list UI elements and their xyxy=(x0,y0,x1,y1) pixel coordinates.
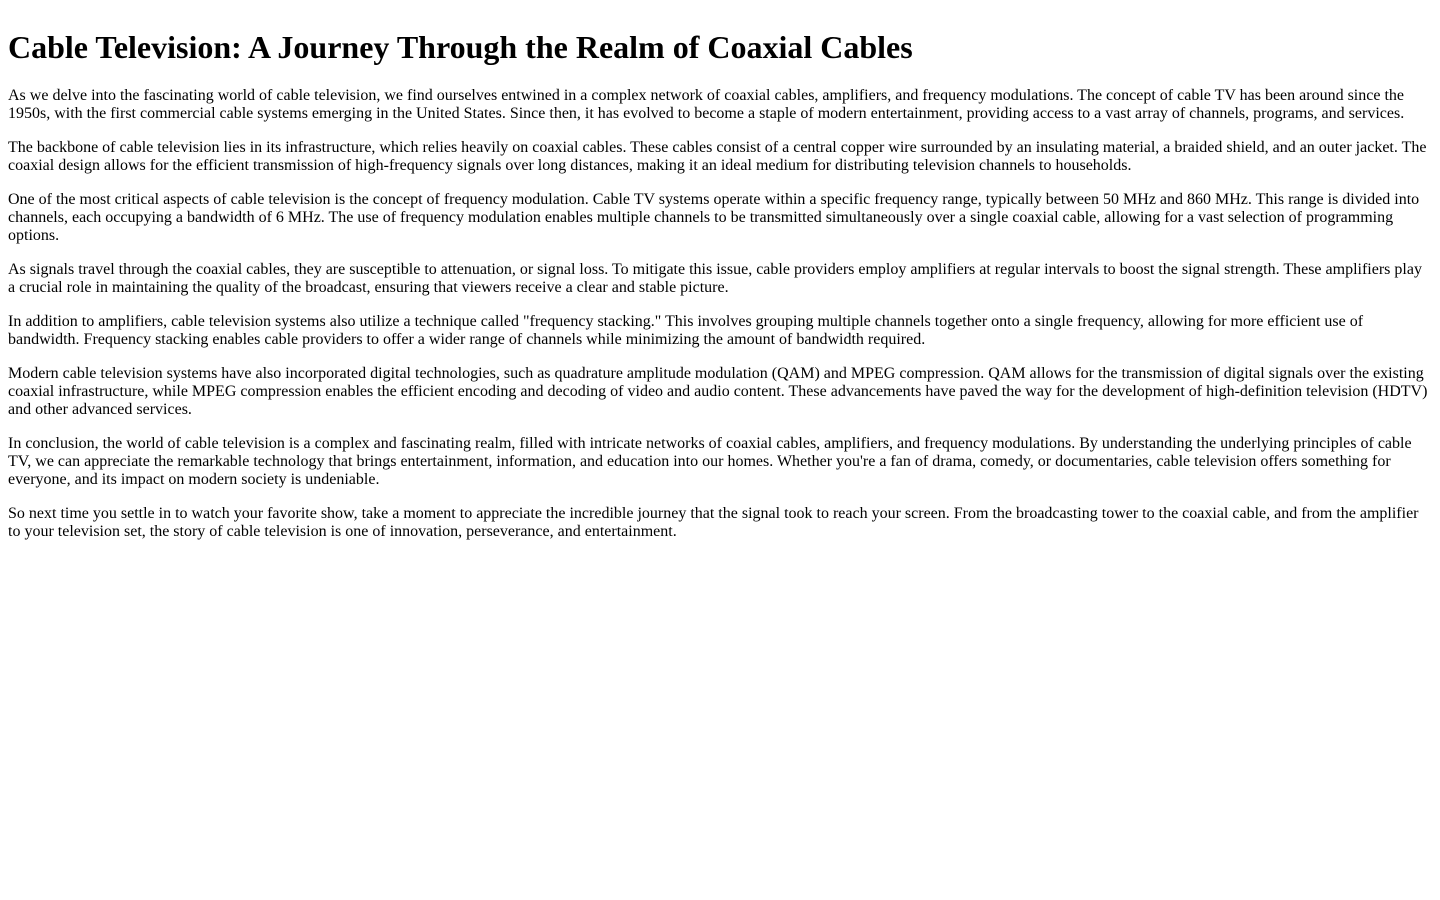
paragraph-digital-technologies: Modern cable television systems have also incorporated digital technologies, such as quadrature amplitude modulation (QAM) and MPEG compression. QAM allows for the transmission of digital signals over the existing coaxial infrastructure, while MPEG compression enables the efficient encoding and decoding of video and audio content. These advancements have paved the way for the development of high-definition television (HDTV) and other advanced services. xyxy=(8,364,1428,418)
paragraph-conclusion: In conclusion, the world of cable television is a complex and fascinating realm, filled with intricate networks of coaxial cables, amplifiers, and frequency modulations. By understanding the underlying principles of cable TV, we can appreciate the remarkable technology that brings entertainment, information, and education into our homes. Whether you're a fan of drama, comedy, or documentaries, cable television offers something for everyone, and its impact on modern society is undeniable. xyxy=(8,434,1412,488)
paragraph-infrastructure: The backbone of cable television lies in its infrastructure, which relies heavily on coaxial cables. These cables consist of a central copper wire surrounded by an insulating material, a braided shield, and an outer jacket. The coaxial design allows for the efficient transmission of high-frequency signals over long distances, making it an ideal medium for distributing television channels to households. xyxy=(8,138,1427,174)
paragraph-closing: So next time you settle in to watch your favorite show, take a moment to appreciate the incredible journey that the signal took to reach your screen. From the broadcasting tower to the coaxial cable, and from the amplifier to your television set, the story of cable television is one of innovation, perseverance, and entertainment. xyxy=(8,504,1419,540)
page-title: Cable Television: A Journey Through the Realm of Coaxial Cables xyxy=(8,29,913,65)
paragraph-frequency-modulation: One of the most critical aspects of cable television is the concept of frequency modulation. Cable TV systems operate within a specific frequency range, typically between 50 MHz and 860 MHz. This range is divided into channels, each occupying a bandwidth of 6 MHz. The use of frequency modulation enables multiple channels to be transmitted simultaneously over a single coaxial cable, allowing for a vast selection of programming options. xyxy=(8,190,1420,244)
paragraph-intro: As we delve into the fascinating world of cable television, we find ourselves entwined in a complex network of coaxial cables, amplifiers, and frequency modulations. The concept of cable TV has been around since the 1950s, with the first commercial cable systems emerging in the United States. Since then, it has evolved to become a staple of modern entertainment, providing access to a vast array of channels, programs, and services. xyxy=(8,86,1405,122)
paragraph-frequency-stacking: In addition to amplifiers, cable television systems also utilize a technique called "frequency stacking." This involves grouping multiple channels together onto a single frequency, allowing for more efficient use of bandwidth. Frequency stacking enables cable providers to offer a wider range of channels while minimizing the amount of bandwidth required. xyxy=(8,312,1364,348)
article-body xyxy=(8,87,1432,541)
paragraph-amplifiers: As signals travel through the coaxial cables, they are susceptible to attenuation, or signal loss. To mitigate this issue, cable providers employ amplifiers at regular intervals to boost the signal strength. These amplifiers play a crucial role in maintaining the quality of the broadcast, ensuring that viewers receive a clear and stable picture. xyxy=(8,260,1422,296)
